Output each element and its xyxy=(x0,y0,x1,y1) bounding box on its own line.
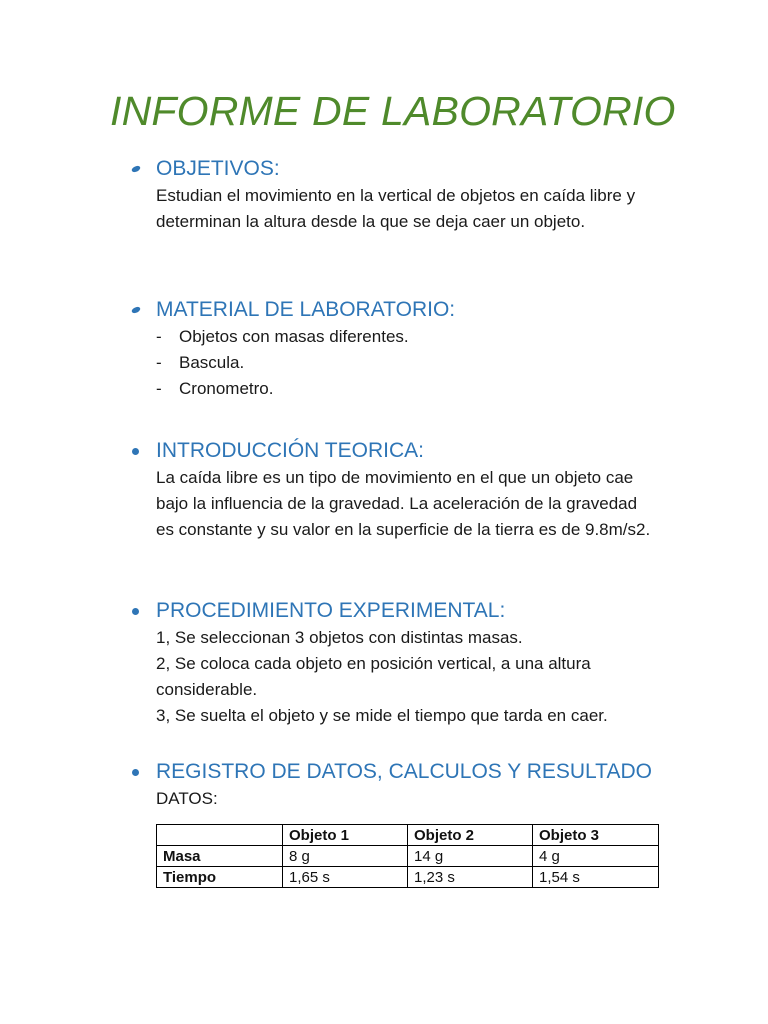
section-heading: MATERIAL DE LABORATORIO: xyxy=(156,298,456,321)
section-heading: REGISTRO DE DATOS, CALCULOS Y RESULTADO xyxy=(156,760,652,783)
list-item xyxy=(156,350,656,376)
section-body xyxy=(156,465,656,543)
row-label-cell: Tiempo xyxy=(157,867,283,888)
procedure-step: 1, Se seleccionan 3 objetos con distintas masas. xyxy=(156,628,523,647)
page-title: INFORME DE LABORATORIO xyxy=(110,88,676,134)
procedure-step: 3, Se suelta el objeto y se mide el tiempo que tarda en caer. xyxy=(156,706,608,725)
paragraph: La caída libre es un tipo de movimiento en el que un objeto cae bajo la influencia de la gravedad. La aceleración de la gravedad es constante y su valor en la superficie de la tierra es de 9.8m/s2. xyxy=(156,468,651,539)
table-cell: 1,54 s xyxy=(533,867,659,888)
dash-icon: - xyxy=(156,353,162,372)
table-cell: 1,65 s xyxy=(283,867,408,888)
table-cell: 8 g xyxy=(283,846,408,867)
datos-label: DATOS: xyxy=(156,789,218,808)
table-header-cell xyxy=(157,825,283,846)
data-table xyxy=(156,824,659,888)
section-body xyxy=(156,183,656,235)
bullet-dot-icon xyxy=(131,306,140,314)
dash-icon: - xyxy=(156,379,162,398)
section-body xyxy=(156,786,656,812)
section-heading: INTRODUCCIÓN TEORICA: xyxy=(156,439,424,462)
row-label-cell: Masa xyxy=(157,846,283,867)
table-header-row xyxy=(157,825,659,846)
table-header-cell: Objeto 3 xyxy=(533,825,659,846)
table-row xyxy=(157,846,659,867)
table-cell: 1,23 s xyxy=(408,867,533,888)
dash-icon: - xyxy=(156,327,162,346)
bullet-dot-icon xyxy=(132,608,139,615)
bullet-dot-icon xyxy=(132,448,139,455)
list-item-text: Objetos con masas diferentes. xyxy=(179,327,409,346)
bullet-dot-icon xyxy=(131,165,140,173)
paragraph: Estudian el movimiento en la vertical de objetos en caída libre y determinan la altura desde la que se deja caer un objeto. xyxy=(156,186,636,231)
material-list xyxy=(156,324,656,402)
table-header-cell: Objeto 1 xyxy=(283,825,408,846)
section-heading: OBJETIVOS: xyxy=(156,157,280,180)
table-row xyxy=(157,867,659,888)
table-cell: 4 g xyxy=(533,846,659,867)
table-header-cell: Objeto 2 xyxy=(408,825,533,846)
section-heading: PROCEDIMIENTO EXPERIMENTAL: xyxy=(156,599,506,622)
bullet-dot-icon xyxy=(132,769,139,776)
section-body xyxy=(156,625,656,729)
list-item-text: Cronometro. xyxy=(179,379,274,398)
list-item xyxy=(156,376,656,402)
table-cell: 14 g xyxy=(408,846,533,867)
list-item xyxy=(156,324,656,350)
section-body xyxy=(156,324,656,402)
list-item-text: Bascula. xyxy=(179,353,245,372)
procedure-step: 2, Se coloca cada objeto en posición vertical, a una altura considerable. xyxy=(156,654,591,699)
